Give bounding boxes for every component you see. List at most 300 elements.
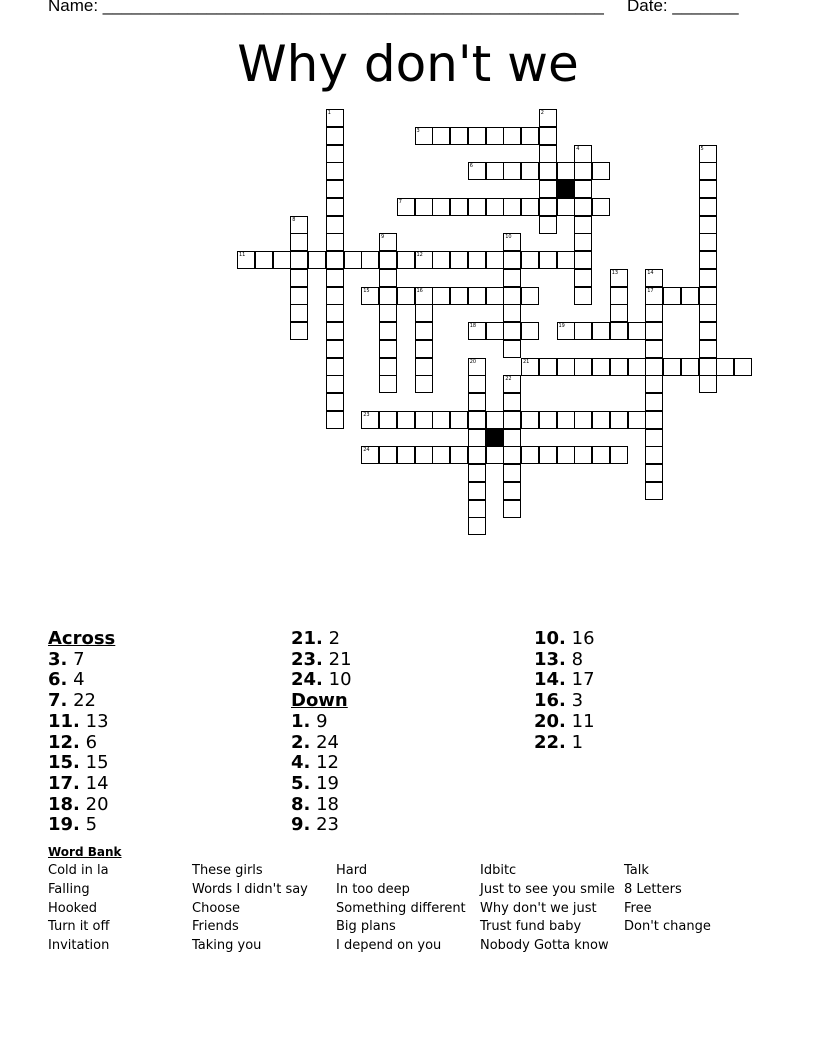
grid-cell[interactable] <box>539 216 557 234</box>
grid-cell[interactable] <box>699 233 717 251</box>
grid-cell[interactable] <box>326 162 344 180</box>
clue-number-label: 23. <box>291 648 323 670</box>
grid-cell[interactable] <box>645 322 663 340</box>
clue-number: 10 <box>505 234 512 241</box>
grid-cell[interactable] <box>699 251 717 269</box>
name-label: Name: _____________________________________________________ <box>48 0 604 15</box>
grid-cell[interactable] <box>326 216 344 234</box>
word-bank-title: Word Bank <box>48 845 122 859</box>
grid-cell[interactable] <box>450 127 468 145</box>
grid-cell[interactable] <box>290 304 308 322</box>
clue-item <box>48 691 115 712</box>
grid-cell[interactable] <box>610 287 628 305</box>
grid-cell[interactable] <box>503 322 521 340</box>
clue-item <box>291 815 352 836</box>
clue-item <box>48 795 115 816</box>
grid-cell[interactable] <box>699 269 717 287</box>
clue-number-label: 1. <box>291 710 311 732</box>
grid-block <box>557 180 575 198</box>
grid-cell[interactable] <box>468 127 486 145</box>
grid-cell[interactable] <box>699 145 717 163</box>
clue-text: 19 <box>310 772 340 794</box>
word-bank-item: Taking you <box>192 938 262 954</box>
grid-cell[interactable] <box>539 127 557 145</box>
grid-cell[interactable] <box>326 411 344 429</box>
grid-cell[interactable] <box>290 251 308 269</box>
grid-cell[interactable] <box>379 375 397 393</box>
clue-item <box>48 753 115 774</box>
grid-cell[interactable] <box>486 446 504 464</box>
clue-number-label: 11. <box>48 710 80 732</box>
grid-cell[interactable] <box>450 251 468 269</box>
grid-cell[interactable] <box>397 198 415 216</box>
clue-number-label: 18. <box>48 793 80 815</box>
grid-cell[interactable] <box>610 411 628 429</box>
grid-cell[interactable] <box>326 145 344 163</box>
grid-cell[interactable] <box>415 446 433 464</box>
grid-cell[interactable] <box>592 358 610 376</box>
clue-number: 8 <box>292 216 296 223</box>
grid-cell[interactable] <box>344 251 362 269</box>
clue-number: 20 <box>469 358 477 365</box>
clue-text: 22 <box>67 690 97 712</box>
grid-cell[interactable] <box>521 162 539 180</box>
grid-cell[interactable] <box>645 269 663 287</box>
grid-cell[interactable] <box>468 287 486 305</box>
grid-cell[interactable] <box>628 322 646 340</box>
grid-cell[interactable] <box>468 429 486 447</box>
grid-cell[interactable] <box>273 251 291 269</box>
grid-cell[interactable] <box>326 322 344 340</box>
grid-cell[interactable] <box>574 411 592 429</box>
clue-item <box>534 629 595 650</box>
grid-cell[interactable] <box>592 446 610 464</box>
clues-column-3 <box>534 629 595 753</box>
clue-item <box>291 650 352 671</box>
word-bank-item: Idbitc <box>480 863 517 878</box>
grid-cell[interactable] <box>503 269 521 287</box>
grid-cell[interactable] <box>468 517 486 535</box>
word-bank-item: Falling <box>48 881 90 897</box>
clue-item <box>291 774 352 795</box>
grid-cell[interactable] <box>432 198 450 216</box>
clue-number: 13 <box>611 269 619 276</box>
grid-cell[interactable] <box>610 358 628 376</box>
grid-cell[interactable] <box>468 162 486 180</box>
word-bank-item: Hard <box>336 863 368 878</box>
clue-number: 17 <box>647 287 654 294</box>
clue-text: 16 <box>565 628 595 649</box>
word-bank-item: Why don't we just <box>480 900 597 916</box>
grid-cell[interactable] <box>468 411 486 429</box>
grid-cell[interactable] <box>468 358 486 376</box>
grid-cell[interactable] <box>415 251 433 269</box>
clue-number-label: 7. <box>48 690 68 712</box>
grid-cell[interactable] <box>645 393 663 411</box>
grid-cell[interactable] <box>592 198 610 216</box>
grid-cell[interactable] <box>503 162 521 180</box>
clue-text: 20 <box>79 793 109 815</box>
grid-cell[interactable] <box>468 464 486 482</box>
grid-cell[interactable] <box>326 127 344 145</box>
clue-text: 3 <box>565 690 584 712</box>
grid-cell[interactable] <box>415 358 433 376</box>
clue-number: 15 <box>363 287 370 294</box>
grid-cell[interactable] <box>379 233 397 251</box>
clue-item <box>48 670 115 691</box>
grid-cell[interactable] <box>681 358 699 376</box>
grid-cell[interactable] <box>716 358 734 376</box>
grid-cell[interactable] <box>521 411 539 429</box>
grid-cell[interactable] <box>415 340 433 358</box>
clue-item <box>48 733 115 754</box>
grid-cell[interactable] <box>521 251 539 269</box>
grid-cell[interactable] <box>379 340 397 358</box>
grid-cell[interactable] <box>415 304 433 322</box>
grid-cell[interactable] <box>610 269 628 287</box>
grid-cell[interactable] <box>503 464 521 482</box>
grid-cell[interactable] <box>361 411 379 429</box>
clue-number-label: 17. <box>48 772 80 794</box>
clue-item <box>48 815 115 836</box>
grid-cell[interactable] <box>326 393 344 411</box>
grid-cell[interactable] <box>468 251 486 269</box>
grid-cell[interactable] <box>361 251 379 269</box>
grid-cell[interactable] <box>379 269 397 287</box>
grid-cell[interactable] <box>699 162 717 180</box>
grid-cell[interactable] <box>574 358 592 376</box>
grid-cell[interactable] <box>503 233 521 251</box>
clues-column-2 <box>291 629 352 836</box>
grid-cell[interactable] <box>699 375 717 393</box>
clue-number: 16 <box>416 287 423 294</box>
date-label: Date: _______ <box>627 0 739 15</box>
grid-cell[interactable] <box>645 464 663 482</box>
clue-number: 22 <box>505 376 512 383</box>
grid-cell[interactable] <box>468 482 486 500</box>
grid-cell[interactable] <box>699 198 717 216</box>
grid-cell[interactable] <box>557 446 575 464</box>
clue-number: 11 <box>239 252 246 258</box>
grid-cell[interactable] <box>574 233 592 251</box>
grid-cell[interactable] <box>326 375 344 393</box>
grid-cell[interactable] <box>574 145 592 163</box>
grid-cell[interactable] <box>432 287 450 305</box>
grid-cell[interactable] <box>663 287 681 305</box>
grid-cell[interactable] <box>486 322 504 340</box>
clue-text: 7 <box>67 648 85 670</box>
grid-cell[interactable] <box>326 233 344 251</box>
clue-number-label: 16. <box>534 690 566 712</box>
word-bank-item: Friends <box>192 919 239 935</box>
grid-cell[interactable] <box>539 180 557 198</box>
clue-number-label: 21. <box>291 628 323 649</box>
grid-cell[interactable] <box>699 340 717 358</box>
grid-cell[interactable] <box>397 446 415 464</box>
clue-number: 1 <box>327 110 331 116</box>
grid-cell[interactable] <box>432 127 450 145</box>
grid-cell[interactable] <box>415 411 433 429</box>
clue-number-label: 2. <box>291 731 311 753</box>
grid-cell[interactable] <box>628 358 646 376</box>
grid-cell[interactable] <box>645 429 663 447</box>
grid-cell[interactable] <box>699 358 717 376</box>
grid-cell[interactable] <box>326 198 344 216</box>
grid-cell[interactable] <box>290 269 308 287</box>
clue-text: 8 <box>565 648 584 670</box>
grid-cell[interactable] <box>699 304 717 322</box>
grid-cell[interactable] <box>486 127 504 145</box>
grid-cell[interactable] <box>379 322 397 340</box>
grid-cell[interactable] <box>326 358 344 376</box>
grid-cell[interactable] <box>326 269 344 287</box>
grid-cell[interactable] <box>539 109 557 127</box>
grid-cell[interactable] <box>521 198 539 216</box>
page-title: Why don't we <box>237 35 579 93</box>
clue-item <box>48 650 115 671</box>
grid-cell[interactable] <box>699 216 717 234</box>
clue-number-label: 6. <box>48 669 68 691</box>
grid-cell[interactable] <box>503 127 521 145</box>
clue-text: 17 <box>565 669 595 691</box>
clue-text: 5 <box>79 814 98 836</box>
clue-item <box>534 733 595 754</box>
grid-cell[interactable] <box>432 411 450 429</box>
clue-text: 23 <box>310 814 340 836</box>
grid-cell[interactable] <box>699 287 717 305</box>
grid-cell[interactable] <box>450 446 468 464</box>
grid-cell[interactable] <box>379 411 397 429</box>
grid-cell[interactable] <box>574 198 592 216</box>
grid-cell[interactable] <box>415 322 433 340</box>
grid-cell[interactable] <box>486 198 504 216</box>
grid-cell[interactable] <box>379 287 397 305</box>
grid-cell[interactable] <box>521 358 539 376</box>
grid-cell[interactable] <box>645 340 663 358</box>
clue-text: 4 <box>67 669 85 691</box>
grid-cell[interactable] <box>557 358 575 376</box>
grid-cell[interactable] <box>397 287 415 305</box>
word-bank-item: Something different <box>336 900 466 916</box>
grid-cell[interactable] <box>539 162 557 180</box>
grid-cell[interactable] <box>699 322 717 340</box>
grid-cell[interactable] <box>468 198 486 216</box>
clue-number-label: 20. <box>534 710 566 732</box>
word-bank-column-5 <box>624 862 711 937</box>
word-bank-item: Hooked <box>48 900 97 916</box>
grid-cell[interactable] <box>557 411 575 429</box>
grid-cell[interactable] <box>699 180 717 198</box>
grid-cell[interactable] <box>432 446 450 464</box>
word-bank-item: Just to see you smile <box>480 881 615 897</box>
grid-cell[interactable] <box>574 180 592 198</box>
grid-cell[interactable] <box>415 287 433 305</box>
clue-number: 19 <box>558 323 565 329</box>
grid-cell[interactable] <box>574 322 592 340</box>
grid-cell[interactable] <box>326 180 344 198</box>
grid-cell[interactable] <box>574 287 592 305</box>
grid-cell[interactable] <box>503 287 521 305</box>
word-bank-item: Invitation <box>48 938 110 954</box>
grid-cell[interactable] <box>574 216 592 234</box>
grid-cell[interactable] <box>539 411 557 429</box>
grid-cell[interactable] <box>503 482 521 500</box>
clue-number: 14 <box>647 269 654 276</box>
grid-cell[interactable] <box>415 198 433 216</box>
clue-text: 21 <box>322 648 352 670</box>
grid-cell[interactable] <box>326 109 344 127</box>
grid-cell[interactable] <box>397 251 415 269</box>
word-bank-item: Cold in la <box>48 863 109 878</box>
grid-cell[interactable] <box>290 216 308 234</box>
grid-cell[interactable] <box>574 251 592 269</box>
grid-cell[interactable] <box>521 287 539 305</box>
grid-cell[interactable] <box>503 304 521 322</box>
grid-cell[interactable] <box>539 198 557 216</box>
grid-cell[interactable] <box>450 411 468 429</box>
grid-cell[interactable] <box>486 162 504 180</box>
clue-number: 4 <box>576 145 580 152</box>
grid-cell[interactable] <box>503 198 521 216</box>
grid-cell[interactable] <box>326 304 344 322</box>
grid-cell[interactable] <box>468 322 486 340</box>
clue-item <box>291 733 352 754</box>
grid-cell[interactable] <box>610 304 628 322</box>
grid-cell[interactable] <box>645 446 663 464</box>
grid-cell[interactable] <box>645 358 663 376</box>
grid-cell[interactable] <box>468 393 486 411</box>
grid-cell[interactable] <box>486 251 504 269</box>
grid-cell[interactable] <box>290 233 308 251</box>
clue-number: 12 <box>416 252 423 258</box>
clue-number-label: 12. <box>48 731 80 753</box>
grid-cell[interactable] <box>486 287 504 305</box>
grid-cell[interactable] <box>450 198 468 216</box>
grid-cell[interactable] <box>521 446 539 464</box>
clue-number-label: 4. <box>291 752 311 774</box>
grid-cell[interactable] <box>415 127 433 145</box>
clue-number: 2 <box>540 110 544 116</box>
grid-cell[interactable] <box>468 375 486 393</box>
grid-cell[interactable] <box>574 162 592 180</box>
grid-cell[interactable] <box>610 446 628 464</box>
clue-text: 10 <box>322 669 352 691</box>
grid-cell[interactable] <box>592 162 610 180</box>
grid-cell[interactable] <box>663 358 681 376</box>
grid-cell[interactable] <box>503 251 521 269</box>
grid-cell[interactable] <box>468 500 486 518</box>
grid-cell[interactable] <box>645 287 663 305</box>
grid-cell[interactable] <box>503 429 521 447</box>
grid-cell[interactable] <box>432 251 450 269</box>
clue-item <box>291 629 352 650</box>
grid-cell[interactable] <box>557 198 575 216</box>
grid-cell[interactable] <box>503 411 521 429</box>
grid-cell[interactable] <box>415 375 433 393</box>
clue-number-label: 9. <box>291 814 311 836</box>
grid-cell[interactable] <box>237 251 255 269</box>
grid-cell[interactable] <box>503 340 521 358</box>
word-bank-item: Words I didn't say <box>192 881 308 897</box>
word-bank-item: Talk <box>624 863 649 878</box>
word-bank-item: Big plans <box>336 919 396 935</box>
grid-cell[interactable] <box>557 322 575 340</box>
grid-cell[interactable] <box>628 411 646 429</box>
grid-cell[interactable] <box>326 287 344 305</box>
grid-cell[interactable] <box>645 304 663 322</box>
clue-number-label: 3. <box>48 648 68 670</box>
grid-cell[interactable] <box>486 411 504 429</box>
grid-cell[interactable] <box>379 446 397 464</box>
grid-cell[interactable] <box>557 251 575 269</box>
grid-cell[interactable] <box>574 269 592 287</box>
grid-cell[interactable] <box>592 411 610 429</box>
grid-cell[interactable] <box>592 322 610 340</box>
clue-text: 14 <box>79 772 109 794</box>
clue-item <box>534 650 595 671</box>
word-bank-item: I depend on you <box>336 938 442 954</box>
grid-cell[interactable] <box>503 446 521 464</box>
grid-cell[interactable] <box>521 127 539 145</box>
grid-cell[interactable] <box>521 322 539 340</box>
grid-cell[interactable] <box>557 162 575 180</box>
grid-cell[interactable] <box>361 287 379 305</box>
clue-item <box>291 712 352 733</box>
clue-text: 12 <box>310 752 340 774</box>
grid-cell[interactable] <box>645 482 663 500</box>
grid-cell[interactable] <box>397 411 415 429</box>
clues-column-1 <box>48 629 115 836</box>
grid-cell[interactable] <box>503 375 521 393</box>
clue-number: 3 <box>416 127 420 134</box>
grid-cell[interactable] <box>539 251 557 269</box>
grid-cell[interactable] <box>361 446 379 464</box>
grid-cell[interactable] <box>379 358 397 376</box>
clue-text: 2 <box>322 628 341 649</box>
grid-cell[interactable] <box>468 446 486 464</box>
grid-cell[interactable] <box>681 287 699 305</box>
grid-cell[interactable] <box>503 393 521 411</box>
grid-cell[interactable] <box>308 251 326 269</box>
clue-text: 24 <box>310 731 340 753</box>
grid-cell[interactable] <box>734 358 752 376</box>
grid-cell[interactable] <box>379 251 397 269</box>
grid-cell[interactable] <box>539 446 557 464</box>
grid-cell[interactable] <box>539 145 557 163</box>
clue-item <box>534 691 595 712</box>
grid-cell[interactable] <box>645 411 663 429</box>
grid-cell[interactable] <box>255 251 273 269</box>
word-bank-item: Nobody Gotta know <box>480 938 609 954</box>
grid-cell[interactable] <box>379 304 397 322</box>
grid-cell[interactable] <box>290 322 308 340</box>
grid-cell[interactable] <box>503 500 521 518</box>
clue-number: 18 <box>469 323 477 329</box>
clue-number: 7 <box>398 198 402 205</box>
grid-cell[interactable] <box>326 251 344 269</box>
grid-cell[interactable] <box>610 322 628 340</box>
clue-item <box>534 670 595 691</box>
clue-number: 21 <box>523 358 530 365</box>
grid-cell[interactable] <box>539 358 557 376</box>
grid-cell[interactable] <box>326 340 344 358</box>
clue-number-label: 22. <box>534 731 566 753</box>
word-bank-item: Turn it off <box>48 919 110 935</box>
grid-cell[interactable] <box>290 287 308 305</box>
grid-cell[interactable] <box>645 375 663 393</box>
grid-cell[interactable] <box>450 287 468 305</box>
grid-cell[interactable] <box>574 446 592 464</box>
